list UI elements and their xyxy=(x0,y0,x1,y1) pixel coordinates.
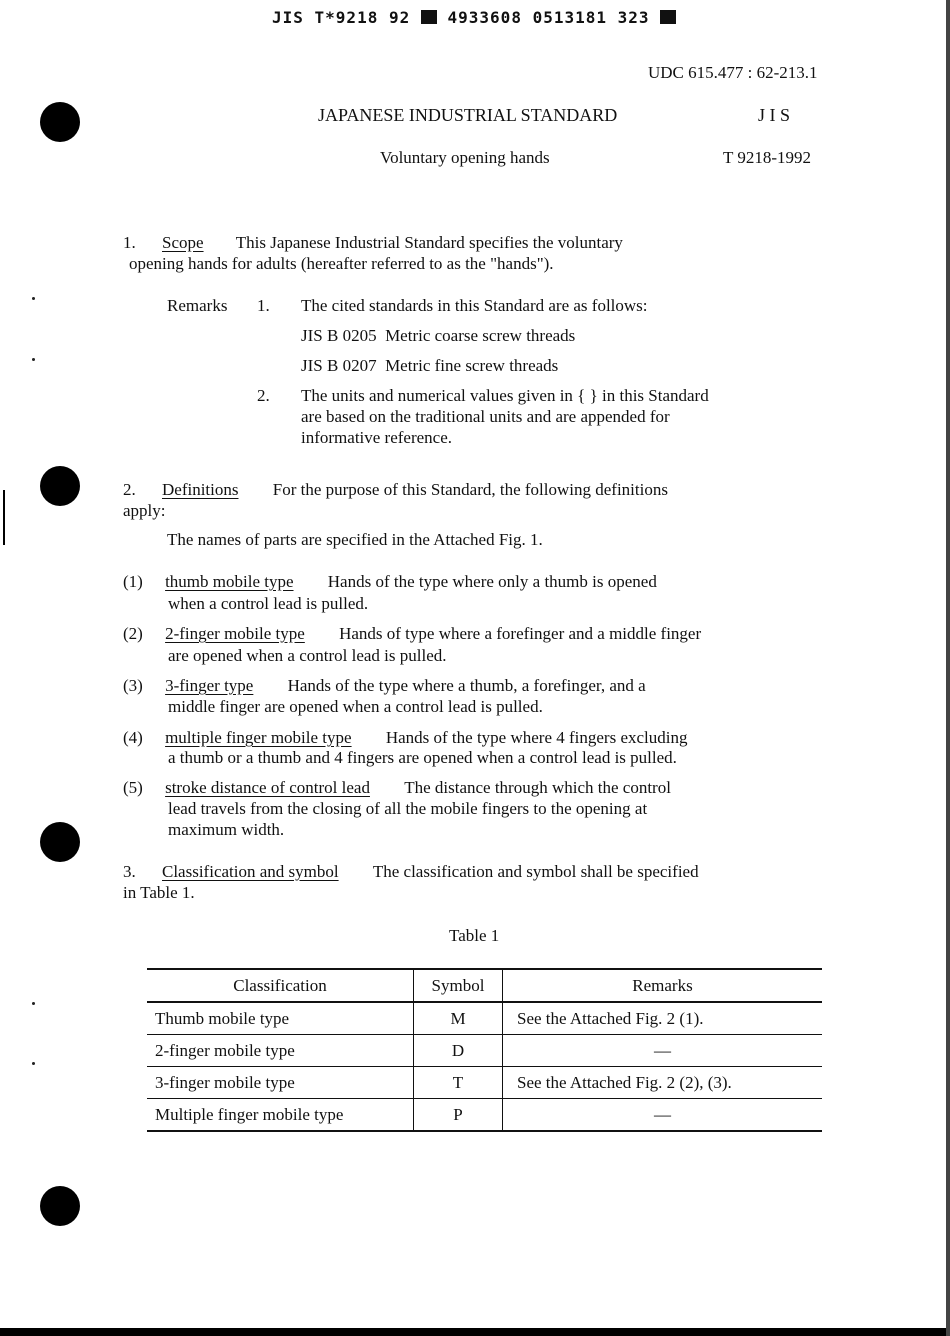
definition-term: 2-finger mobile type xyxy=(165,624,305,643)
definition-term: multiple finger mobile type xyxy=(165,728,352,747)
scan-edge-right xyxy=(946,0,950,1336)
column-header: Remarks xyxy=(503,969,823,1002)
definition-text: a thumb or a thumb and 4 fingers are opened when a control lead is pulled. xyxy=(168,748,677,767)
column-header: Classification xyxy=(147,969,414,1002)
section-text: The classification and symbol shall be specified xyxy=(372,862,699,881)
symbol-cell: M xyxy=(414,1002,503,1035)
remark-text: informative reference. xyxy=(301,428,453,447)
definition-item xyxy=(123,676,646,696)
definition-term: 3-finger type xyxy=(165,676,254,695)
remark-text: The units and numerical values given in { } in this Standard xyxy=(301,386,709,405)
section-2-line-2: apply: xyxy=(123,501,166,520)
definition-text: lead travels from the closing of all the mobile fingers to the opening at xyxy=(168,799,648,818)
scan-speck xyxy=(32,297,35,300)
scan-speck xyxy=(32,1002,35,1005)
symbol-cell: T xyxy=(414,1067,503,1099)
section-heading: Classification and symbol xyxy=(162,862,339,881)
section-text: For the purpose of this Standard, the following definitions xyxy=(272,480,668,499)
section-heading: Definitions xyxy=(162,480,239,499)
definition-text: are opened when a control lead is pulled. xyxy=(168,646,447,665)
section-num: 1. xyxy=(123,233,136,252)
cited-standard: JIS B 0207 Metric fine screw threads xyxy=(301,356,559,375)
scan-edge-bottom xyxy=(0,1328,950,1336)
definition-text: Hands of type where a forefinger and a middle finger xyxy=(339,624,702,643)
remark-text: are based on the traditional units and are appended for xyxy=(301,407,670,426)
table-row xyxy=(147,1099,822,1132)
table-row xyxy=(147,1035,822,1067)
definition-item xyxy=(123,728,688,748)
section-num: 2. xyxy=(123,480,136,499)
classification-cell: 2-finger mobile type xyxy=(147,1035,414,1067)
barcode-block-icon xyxy=(421,10,437,24)
definition-text: when a control lead is pulled. xyxy=(168,594,369,613)
definition-text: Hands of the type where 4 fingers excluding xyxy=(385,728,688,747)
doc-number: T 9218-1992 xyxy=(723,148,811,167)
scan-speck xyxy=(32,1062,35,1065)
scan-speck xyxy=(32,358,35,361)
section-3 xyxy=(123,862,699,882)
definition-text: maximum width. xyxy=(168,820,285,839)
header-code xyxy=(272,8,676,27)
section-num: 3. xyxy=(123,862,136,881)
scan-edge-mark xyxy=(3,490,5,545)
definition-text: Hands of the type where only a thumb is opened xyxy=(327,572,657,591)
definition-num: (1) xyxy=(123,572,143,591)
cited-standard: JIS B 0205 Metric coarse screw threads xyxy=(301,326,576,345)
definition-text: Hands of the type where a thumb, a forefinger, and a xyxy=(287,676,646,695)
symbol-cell: P xyxy=(414,1099,503,1132)
classification-cell: Multiple finger mobile type xyxy=(147,1099,414,1132)
udc-code: UDC 615.477 : 62-213.1 xyxy=(648,63,818,82)
definition-item xyxy=(123,778,671,798)
parts-names-note: The names of parts are specified in the Attached Fig. 1. xyxy=(167,530,543,549)
section-text: This Japanese Industrial Standard specifies the voluntary xyxy=(235,233,623,252)
header-code-left: JIS T*9218 92 xyxy=(272,8,411,27)
table-row xyxy=(147,1067,822,1099)
table-header-row xyxy=(147,969,822,1002)
section-1-line-2: opening hands for adults (hereafter referred to as the "hands"). xyxy=(129,254,554,273)
doc-title: Voluntary opening hands xyxy=(380,148,550,167)
remarks-label: Remarks xyxy=(167,296,228,315)
definition-num: (3) xyxy=(123,676,143,695)
remarks-cell: See the Attached Fig. 2 (2), (3). xyxy=(503,1067,823,1099)
header-code-middle: 4933608 0513181 323 xyxy=(447,8,650,27)
classification-table xyxy=(147,968,822,1132)
section-heading: Scope xyxy=(162,233,204,252)
definition-text: middle finger are opened when a control lead is pulled. xyxy=(168,697,543,716)
symbol-cell: D xyxy=(414,1035,503,1067)
table-caption: Table 1 xyxy=(449,926,500,945)
section-1 xyxy=(123,233,623,253)
definition-text: The distance through which the control xyxy=(404,778,671,797)
remarks-cell: — xyxy=(503,1035,823,1067)
remarks-cell: See the Attached Fig. 2 (1). xyxy=(503,1002,823,1035)
definition-term: stroke distance of control lead xyxy=(165,778,370,797)
classification-cell: Thumb mobile type xyxy=(147,1002,414,1035)
section-2 xyxy=(123,480,668,500)
definition-num: (2) xyxy=(123,624,143,643)
remarks-cell: — xyxy=(503,1099,823,1132)
table-row xyxy=(147,1002,822,1035)
definition-item xyxy=(123,624,701,644)
definition-term: thumb mobile type xyxy=(165,572,294,591)
remark-text: The cited standards in this Standard are as follows: xyxy=(301,296,648,315)
jis-mark: J I S xyxy=(758,105,791,125)
section-3-line-2: in Table 1. xyxy=(123,883,195,902)
definition-item xyxy=(123,572,657,592)
punch-hole xyxy=(40,102,80,142)
classification-cell: 3-finger mobile type xyxy=(147,1067,414,1099)
definition-num: (5) xyxy=(123,778,143,797)
punch-hole xyxy=(40,1186,80,1226)
column-header: Symbol xyxy=(414,969,503,1002)
definition-num: (4) xyxy=(123,728,143,747)
remark-num: 1. xyxy=(257,296,270,315)
barcode-block-icon xyxy=(660,10,676,24)
punch-hole xyxy=(40,466,80,506)
remark-num: 2. xyxy=(257,386,270,405)
standard-title: JAPANESE INDUSTRIAL STANDARD xyxy=(318,105,618,125)
punch-hole xyxy=(40,822,80,862)
